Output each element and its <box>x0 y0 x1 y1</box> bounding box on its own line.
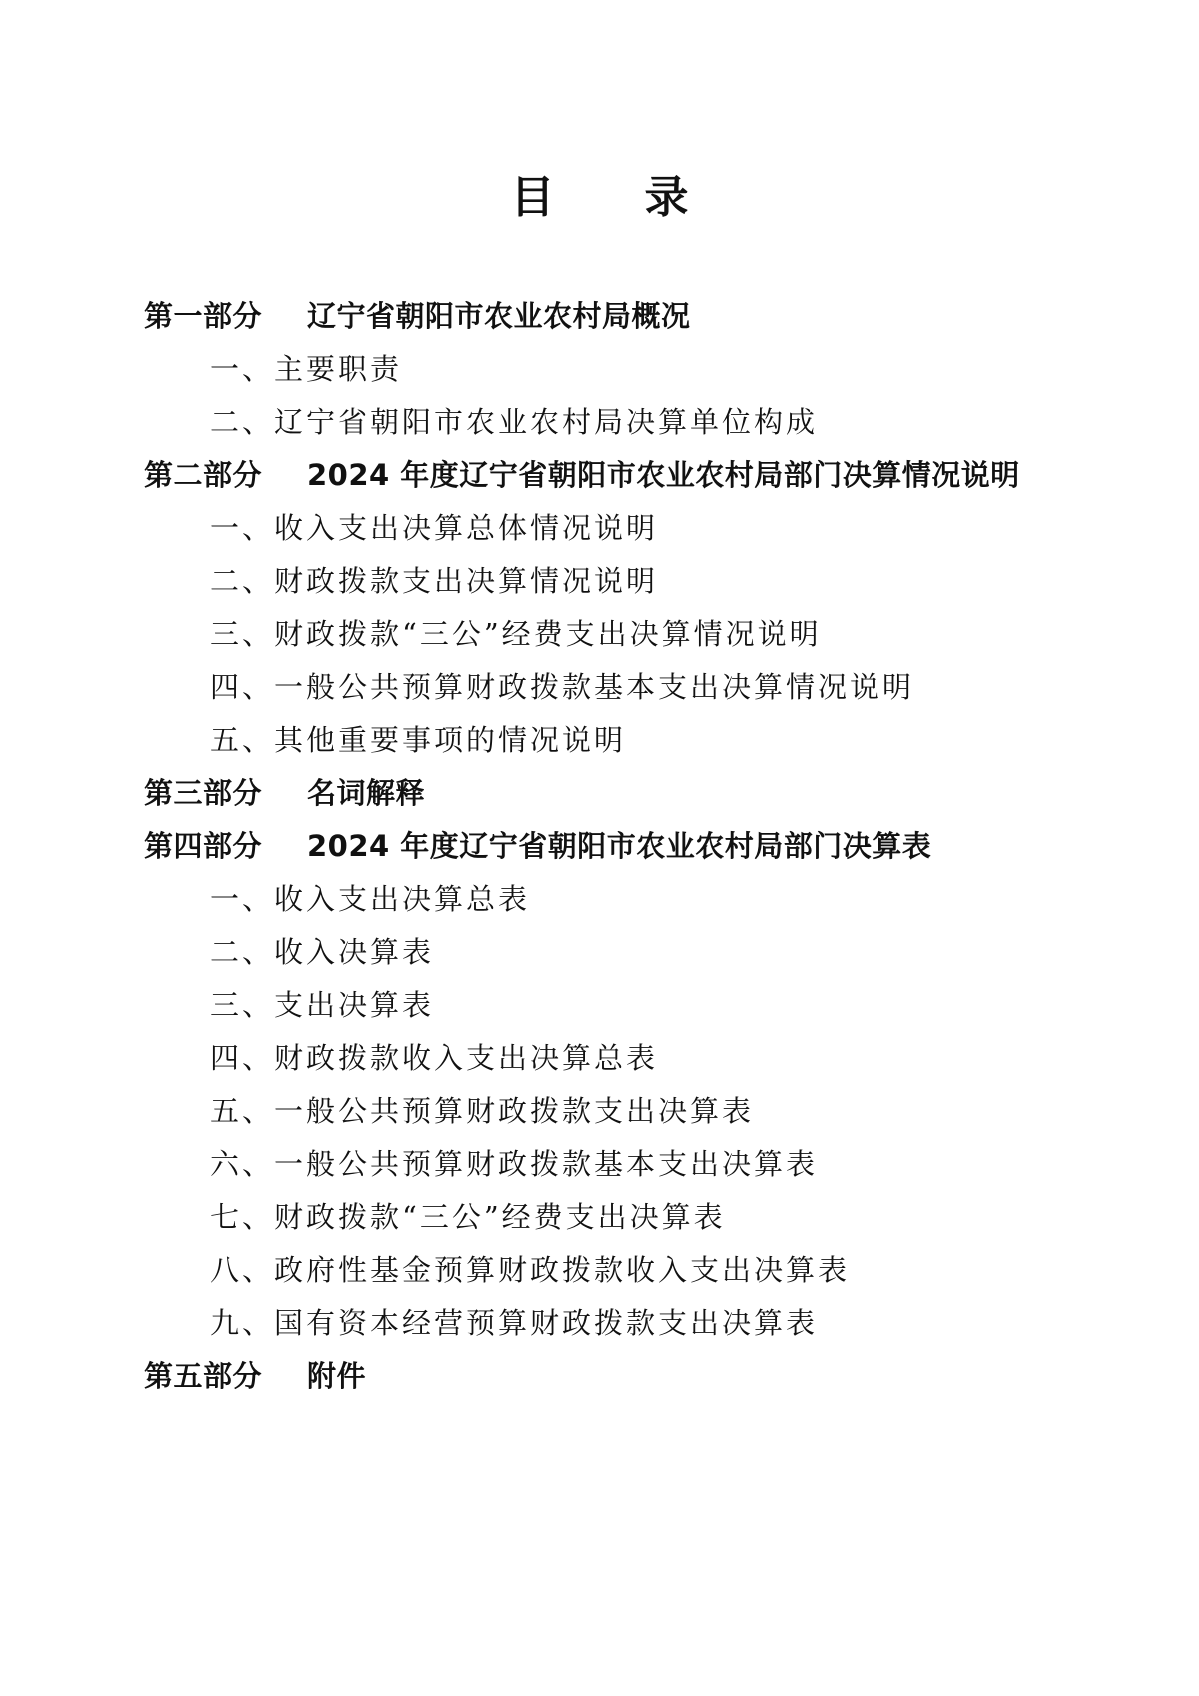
toc-part-number: 第二部分 <box>144 458 263 492</box>
toc-item: 二、收入决算表 <box>210 935 435 969</box>
toc-part-title: 辽宁省朝阳市农业农村局概况 <box>307 299 691 333</box>
toc-item: 四、一般公共预算财政拨款基本支出决算情况说明 <box>210 670 915 704</box>
toc-part-number: 第五部分 <box>144 1359 263 1393</box>
toc-item: 七、财政拨款“三公”经费支出决算表 <box>210 1200 726 1234</box>
toc-item: 一、收入支出决算总表 <box>210 882 531 916</box>
toc-part-number: 第四部分 <box>144 829 263 863</box>
toc-item: 三、财政拨款“三公”经费支出决算情况说明 <box>210 617 822 651</box>
toc-item: 二、辽宁省朝阳市农业农村局决算单位构成 <box>210 405 819 439</box>
toc-part-1 <box>0 290 1199 343</box>
toc-item: 五、其他重要事项的情况说明 <box>210 723 627 757</box>
toc-item: 五、一般公共预算财政拨款支出决算表 <box>210 1094 755 1128</box>
toc-item: 二、财政拨款支出决算情况说明 <box>210 564 659 598</box>
toc-part-title: 名词解释 <box>307 776 426 810</box>
toc-part-4 <box>0 820 1199 873</box>
toc-part-3 <box>0 767 1199 820</box>
toc-part-number: 第一部分 <box>144 299 263 333</box>
toc-item: 六、一般公共预算财政拨款基本支出决算表 <box>210 1147 819 1181</box>
toc-item: 九、国有资本经营预算财政拨款支出决算表 <box>210 1306 819 1340</box>
toc-part-title: 2024 年度辽宁省朝阳市农业农村局部门决算表 <box>307 829 932 863</box>
toc-item: 四、财政拨款收入支出决算总表 <box>210 1041 659 1075</box>
toc-item: 一、收入支出决算总体情况说明 <box>210 511 659 545</box>
toc-part-number: 第三部分 <box>144 776 263 810</box>
table-of-contents <box>0 290 1199 1403</box>
toc-item: 一、主要职责 <box>210 352 403 386</box>
toc-item: 三、支出决算表 <box>210 988 435 1022</box>
title-char-1: 目 <box>510 172 555 223</box>
toc-part-2 <box>0 449 1199 502</box>
toc-part-title: 2024 年度辽宁省朝阳市农业农村局部门决算情况说明 <box>307 458 1020 492</box>
page-title <box>0 168 1199 228</box>
toc-item: 八、政府性基金预算财政拨款收入支出决算表 <box>210 1253 851 1287</box>
toc-part-title: 附件 <box>307 1359 367 1393</box>
toc-part-5 <box>0 1350 1199 1403</box>
title-char-2: 录 <box>644 172 689 223</box>
